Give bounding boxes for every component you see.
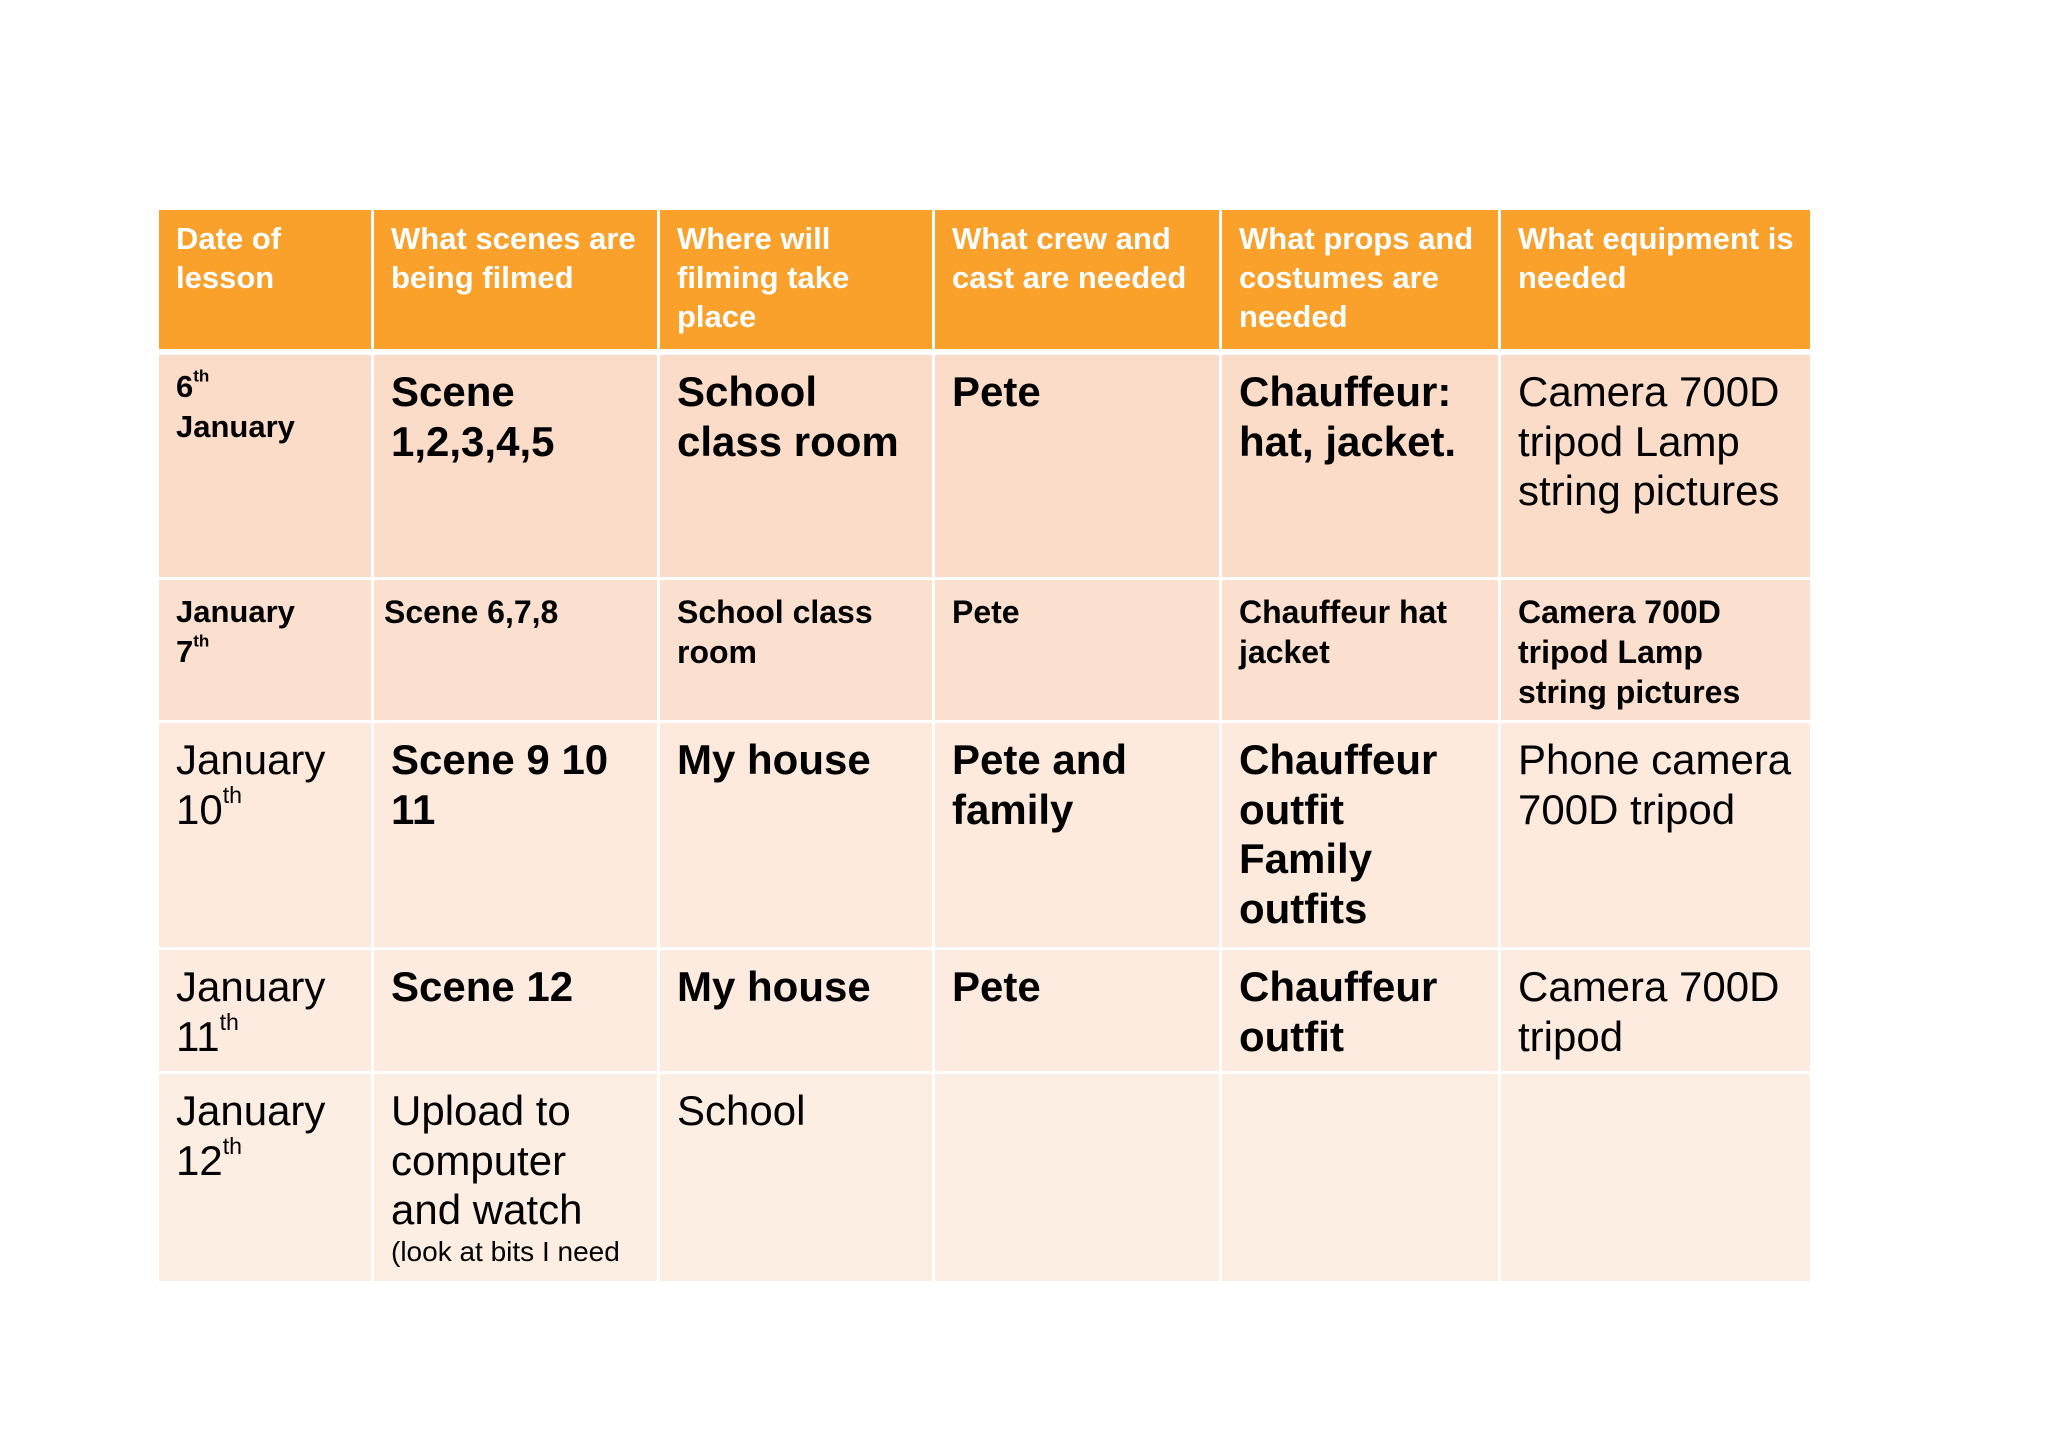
row-5-equipment [1501, 1074, 1810, 1281]
row-1-equipment: Camera 700D tripod Lamp string pictures [1501, 355, 1810, 577]
row-5-scenes-note: (look at bits I need [391, 1235, 620, 1267]
row-1-date-month: January [176, 409, 295, 445]
row-3-props: Chauffeur outfit Family outfits [1222, 723, 1498, 947]
row-1-date-day: 6 [176, 369, 194, 404]
row-2-date-suffix: th [193, 631, 210, 651]
row-1-props: Chauffeur: hat, jacket. [1222, 355, 1498, 577]
header-location: Where will filming take place [660, 210, 932, 349]
row-1-location: School class room [660, 355, 932, 577]
row-1-date-suffix: th [193, 366, 210, 386]
header-crew-cast: What crew and cast are needed [935, 210, 1219, 349]
row-2-date [159, 580, 371, 720]
row-3-crew: Pete and family [935, 723, 1219, 947]
row-5-scenes [374, 1074, 657, 1281]
row-1-crew: Pete [935, 355, 1219, 577]
row-2-crew: Pete [935, 580, 1219, 720]
row-4-date-day: 11 [176, 1012, 220, 1060]
row-2-location: School class room [660, 580, 932, 720]
row-4-date-suffix: th [219, 1008, 239, 1035]
row-5-scenes-text: Upload to computer and watch [391, 1087, 583, 1234]
filming-schedule-table [159, 210, 1795, 1281]
header-scenes: What scenes are being filmed [374, 210, 657, 349]
row-3-date [159, 723, 371, 947]
row-3-location: My house [660, 723, 932, 947]
row-5-props [1222, 1074, 1498, 1281]
row-1-date [159, 355, 371, 577]
row-5-date-month: January [176, 1087, 326, 1134]
row-4-crew: Pete [935, 950, 1219, 1071]
row-5-date-day: 12 [176, 1136, 223, 1184]
row-4-date [159, 950, 371, 1071]
row-3-date-month: January [176, 736, 326, 783]
row-5-location: School [660, 1074, 932, 1281]
header-date-of-lesson: Date of lesson [159, 210, 371, 349]
row-3-scenes: Scene 9 10 11 [374, 723, 657, 947]
row-3-equipment: Phone camera 700D tripod [1501, 723, 1810, 947]
row-4-scenes: Scene 12 [374, 950, 657, 1071]
row-3-date-day: 10 [176, 785, 223, 833]
row-2-date-month: January [176, 594, 295, 629]
row-2-scenes: Scene 6,7,8 [374, 580, 657, 720]
row-1-scenes: Scene 1,2,3,4,5 [374, 355, 657, 577]
row-5-date [159, 1074, 371, 1281]
header-props-costumes: What props and costumes are needed [1222, 210, 1498, 349]
row-5-crew [935, 1074, 1219, 1281]
row-2-equipment: Camera 700D tripod Lamp string pictures [1501, 580, 1810, 720]
row-4-date-month: January [176, 963, 326, 1010]
row-4-location: My house [660, 950, 932, 1071]
row-4-equipment: Camera 700D tripod [1501, 950, 1810, 1071]
header-equipment: What equipment is needed [1501, 210, 1810, 349]
row-2-date-day: 7 [176, 634, 194, 670]
row-3-date-suffix: th [222, 781, 242, 808]
row-4-props: Chauffeur outfit [1222, 950, 1498, 1071]
row-5-date-suffix: th [222, 1132, 242, 1159]
row-2-props: Chauffeur hat jacket [1222, 580, 1498, 720]
